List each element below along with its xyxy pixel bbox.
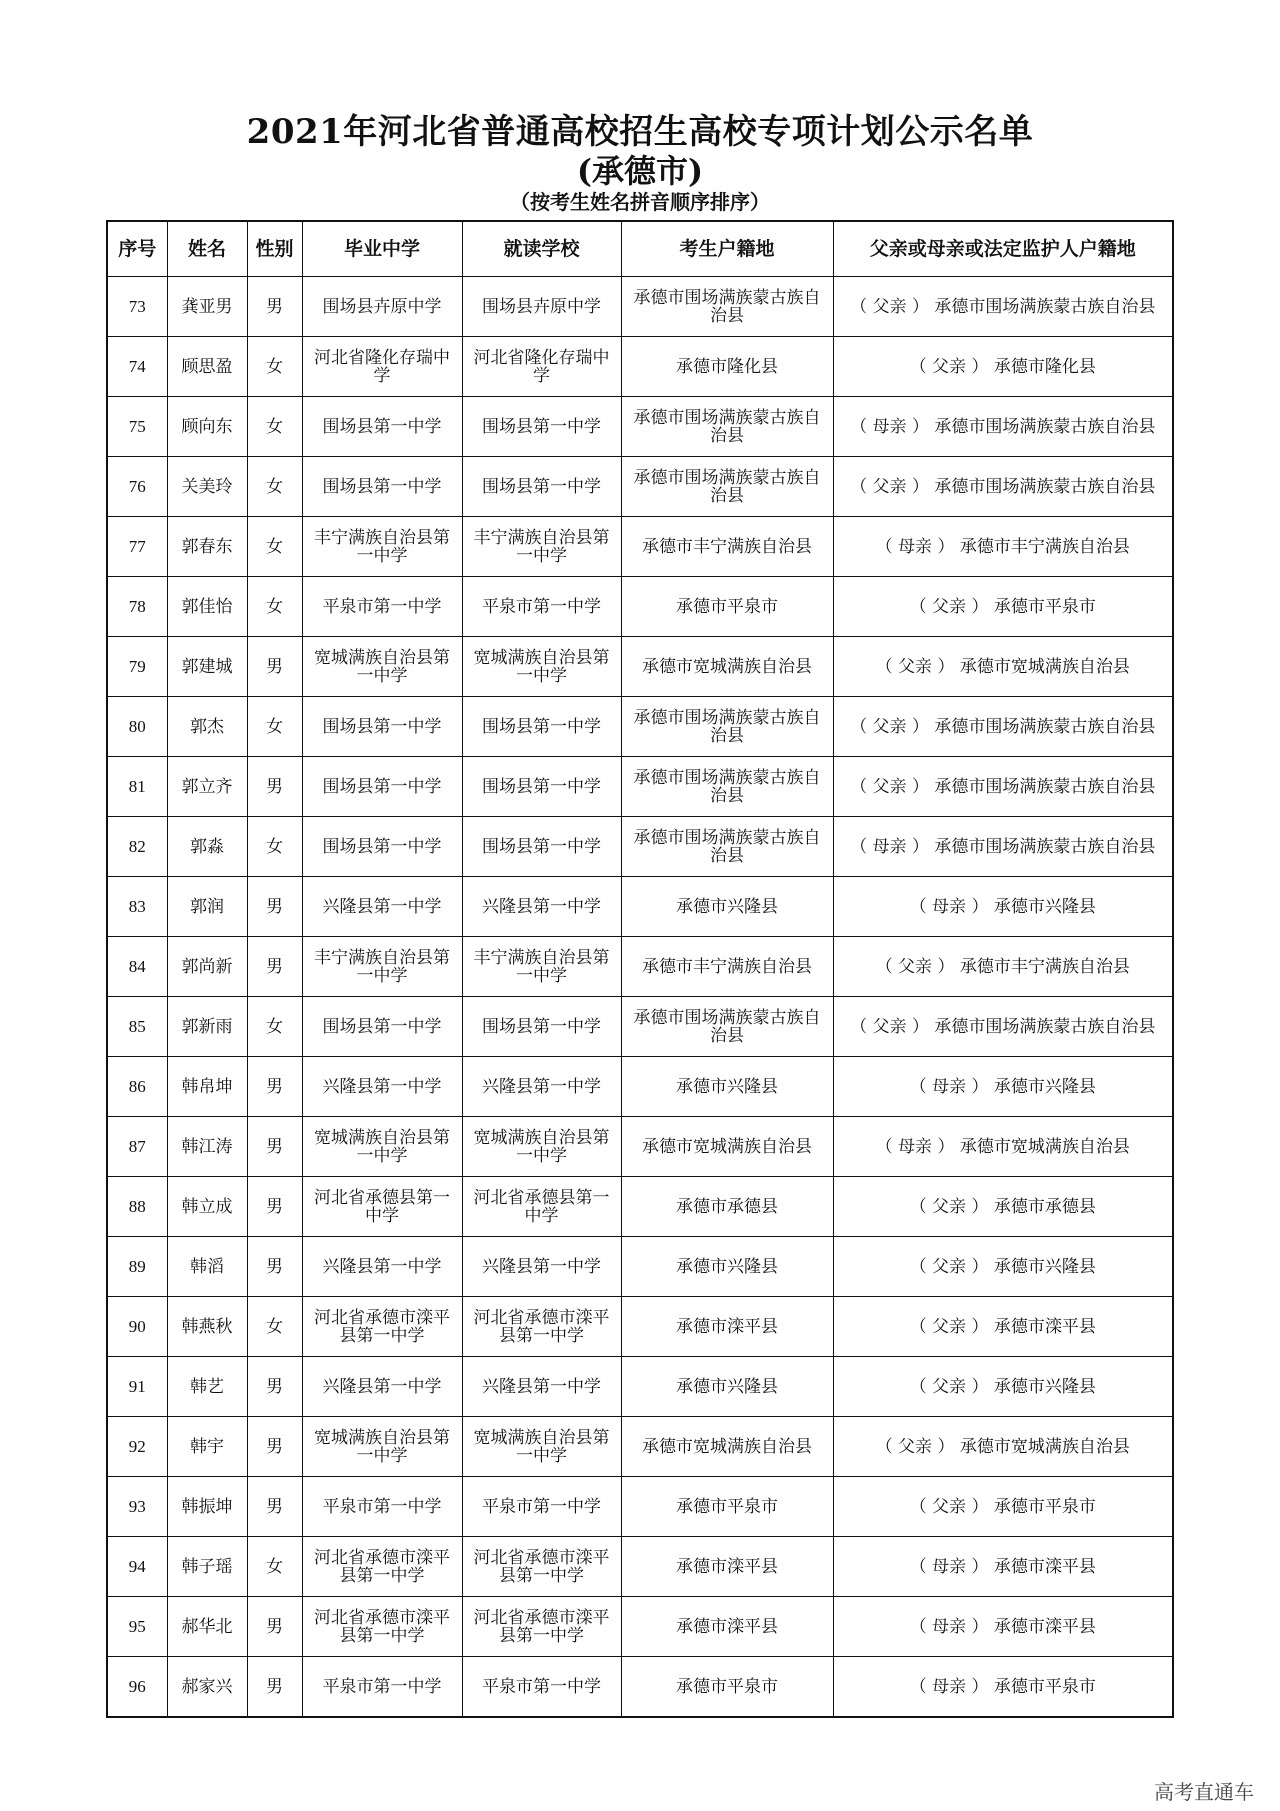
graduating-school-cell: 平泉市第一中学 bbox=[302, 577, 462, 637]
current-school-cell: 河北省承德市滦平县第一中学 bbox=[462, 1297, 621, 1357]
name-cell: 韩江涛 bbox=[167, 1117, 247, 1177]
graduating-school-cell: 围场县第一中学 bbox=[302, 397, 462, 457]
household-registration-cell: 承德市围场满族蒙古族自治县 bbox=[621, 997, 833, 1057]
page-title: 2021年河北省普通高校招生高校专项计划公示名单 bbox=[246, 112, 1034, 152]
gender-cell: 男 bbox=[247, 637, 302, 697]
gender-cell: 男 bbox=[247, 877, 302, 937]
name-cell: 郭新雨 bbox=[167, 997, 247, 1057]
serial-cell: 79 bbox=[107, 637, 167, 697]
current-school-cell: 兴隆县第一中学 bbox=[462, 1057, 621, 1117]
current-school-cell: 平泉市第一中学 bbox=[462, 1477, 621, 1537]
graduating-school-cell: 河北省承德市滦平县第一中学 bbox=[302, 1297, 462, 1357]
household-registration-cell: 承德市丰宁满族自治县 bbox=[621, 517, 833, 577]
guardian-registration-cell: （ 父亲 ） 承德市隆化县 bbox=[833, 337, 1173, 397]
gender-cell: 男 bbox=[247, 277, 302, 337]
guardian-registration-cell: （ 父亲 ） 承德市宽城满族自治县 bbox=[833, 637, 1173, 697]
graduating-school-cell: 围场县第一中学 bbox=[302, 817, 462, 877]
name-cell: 郭建城 bbox=[167, 637, 247, 697]
table-row bbox=[107, 397, 1173, 457]
name-cell: 韩振坤 bbox=[167, 1477, 247, 1537]
name-cell: 顾思盈 bbox=[167, 337, 247, 397]
serial-cell: 83 bbox=[107, 877, 167, 937]
serial-cell: 80 bbox=[107, 697, 167, 757]
table-row bbox=[107, 1057, 1173, 1117]
table-row bbox=[107, 1357, 1173, 1417]
household-registration-cell: 承德市承德县 bbox=[621, 1177, 833, 1237]
household-registration-cell: 承德市围场满族蒙古族自治县 bbox=[621, 397, 833, 457]
household-registration-cell: 承德市围场满族蒙古族自治县 bbox=[621, 277, 833, 337]
gender-cell: 女 bbox=[247, 1297, 302, 1357]
current-school-cell: 河北省承德县第一中学 bbox=[462, 1177, 621, 1237]
gender-cell: 女 bbox=[247, 817, 302, 877]
name-cell: 韩燕秋 bbox=[167, 1297, 247, 1357]
current-school-cell: 围场县第一中学 bbox=[462, 817, 621, 877]
col-header-serial: 序号 bbox=[107, 221, 167, 277]
guardian-registration-cell: （ 父亲 ） 承德市滦平县 bbox=[833, 1297, 1173, 1357]
table-row bbox=[107, 1297, 1173, 1357]
table-row bbox=[107, 637, 1173, 697]
name-cell: 郭杰 bbox=[167, 697, 247, 757]
gender-cell: 女 bbox=[247, 997, 302, 1057]
table-row bbox=[107, 277, 1173, 337]
table-row bbox=[107, 1597, 1173, 1657]
graduating-school-cell: 兴隆县第一中学 bbox=[302, 1057, 462, 1117]
gender-cell: 女 bbox=[247, 397, 302, 457]
serial-cell: 84 bbox=[107, 937, 167, 997]
guardian-registration-cell: （ 母亲 ） 承德市兴隆县 bbox=[833, 1057, 1173, 1117]
name-cell: 韩滔 bbox=[167, 1237, 247, 1297]
household-registration-cell: 承德市滦平县 bbox=[621, 1597, 833, 1657]
sort-note: （按考生姓名拼音顺序排序） bbox=[510, 190, 770, 214]
gender-cell: 男 bbox=[247, 1057, 302, 1117]
serial-cell: 91 bbox=[107, 1357, 167, 1417]
gender-cell: 男 bbox=[247, 1237, 302, 1297]
gender-cell: 男 bbox=[247, 1597, 302, 1657]
gender-cell: 男 bbox=[247, 1417, 302, 1477]
graduating-school-cell: 河北省承德市滦平县第一中学 bbox=[302, 1597, 462, 1657]
gender-cell: 女 bbox=[247, 1537, 302, 1597]
guardian-registration-cell: （ 父亲 ） 承德市宽城满族自治县 bbox=[833, 1417, 1173, 1477]
gender-cell: 男 bbox=[247, 937, 302, 997]
guardian-registration-cell: （ 父亲 ） 承德市兴隆县 bbox=[833, 1357, 1173, 1417]
table-row bbox=[107, 1417, 1173, 1477]
table-row bbox=[107, 877, 1173, 937]
current-school-cell: 兴隆县第一中学 bbox=[462, 877, 621, 937]
household-registration-cell: 承德市宽城满族自治县 bbox=[621, 1417, 833, 1477]
household-registration-cell: 承德市平泉市 bbox=[621, 577, 833, 637]
household-registration-cell: 承德市宽城满族自治县 bbox=[621, 637, 833, 697]
current-school-cell: 宽城满族自治县第一中学 bbox=[462, 637, 621, 697]
serial-cell: 81 bbox=[107, 757, 167, 817]
serial-cell: 92 bbox=[107, 1417, 167, 1477]
current-school-cell: 兴隆县第一中学 bbox=[462, 1237, 621, 1297]
current-school-cell: 丰宁满族自治县第一中学 bbox=[462, 517, 621, 577]
graduating-school-cell: 河北省隆化存瑞中学 bbox=[302, 337, 462, 397]
gender-cell: 男 bbox=[247, 1657, 302, 1718]
name-cell: 郭立齐 bbox=[167, 757, 247, 817]
graduating-school-cell: 宽城满族自治县第一中学 bbox=[302, 1417, 462, 1477]
table-row bbox=[107, 757, 1173, 817]
table-row bbox=[107, 1177, 1173, 1237]
table-row bbox=[107, 1657, 1173, 1718]
guardian-registration-cell: （ 父亲 ） 承德市围场满族蒙古族自治县 bbox=[833, 457, 1173, 517]
col-header-guardian-registration: 父亲或母亲或法定监护人户籍地 bbox=[833, 221, 1173, 277]
household-registration-cell: 承德市围场满族蒙古族自治县 bbox=[621, 457, 833, 517]
name-cell: 韩宇 bbox=[167, 1417, 247, 1477]
table-row bbox=[107, 577, 1173, 637]
current-school-cell: 围场县第一中学 bbox=[462, 397, 621, 457]
household-registration-cell: 承德市围场满族蒙古族自治县 bbox=[621, 697, 833, 757]
graduating-school-cell: 丰宁满族自治县第一中学 bbox=[302, 937, 462, 997]
guardian-registration-cell: （ 母亲 ） 承德市平泉市 bbox=[833, 1657, 1173, 1718]
current-school-cell: 围场县第一中学 bbox=[462, 457, 621, 517]
current-school-cell: 围场县第一中学 bbox=[462, 997, 621, 1057]
household-registration-cell: 承德市兴隆县 bbox=[621, 877, 833, 937]
table-row bbox=[107, 1477, 1173, 1537]
serial-cell: 76 bbox=[107, 457, 167, 517]
current-school-cell: 兴隆县第一中学 bbox=[462, 1357, 621, 1417]
name-cell: 韩立成 bbox=[167, 1177, 247, 1237]
name-cell: 韩艺 bbox=[167, 1357, 247, 1417]
household-registration-cell: 承德市平泉市 bbox=[621, 1477, 833, 1537]
household-registration-cell: 承德市围场满族蒙古族自治县 bbox=[621, 757, 833, 817]
guardian-registration-cell: （ 父亲 ） 承德市围场满族蒙古族自治县 bbox=[833, 277, 1173, 337]
graduating-school-cell: 兴隆县第一中学 bbox=[302, 1237, 462, 1297]
graduating-school-cell: 围场县第一中学 bbox=[302, 757, 462, 817]
guardian-registration-cell: （ 母亲 ） 承德市围场满族蒙古族自治县 bbox=[833, 397, 1173, 457]
current-school-cell: 围场县第一中学 bbox=[462, 697, 621, 757]
watermark: 高考直通车 bbox=[1154, 1780, 1254, 1804]
graduating-school-cell: 兴隆县第一中学 bbox=[302, 1357, 462, 1417]
guardian-registration-cell: （ 母亲 ） 承德市宽城满族自治县 bbox=[833, 1117, 1173, 1177]
name-cell: 龚亚男 bbox=[167, 277, 247, 337]
household-registration-cell: 承德市平泉市 bbox=[621, 1657, 833, 1718]
gender-cell: 女 bbox=[247, 457, 302, 517]
serial-cell: 88 bbox=[107, 1177, 167, 1237]
household-registration-cell: 承德市兴隆县 bbox=[621, 1057, 833, 1117]
household-registration-cell: 承德市隆化县 bbox=[621, 337, 833, 397]
table-header-row bbox=[107, 221, 1173, 277]
table-row bbox=[107, 1537, 1173, 1597]
current-school-cell: 平泉市第一中学 bbox=[462, 1657, 621, 1718]
guardian-registration-cell: （ 父亲 ） 承德市围场满族蒙古族自治县 bbox=[833, 997, 1173, 1057]
graduating-school-cell: 围场县第一中学 bbox=[302, 997, 462, 1057]
serial-cell: 93 bbox=[107, 1477, 167, 1537]
household-registration-cell: 承德市宽城满族自治县 bbox=[621, 1117, 833, 1177]
table-row bbox=[107, 457, 1173, 517]
guardian-registration-cell: （ 父亲 ） 承德市承德县 bbox=[833, 1177, 1173, 1237]
serial-cell: 96 bbox=[107, 1657, 167, 1718]
graduating-school-cell: 围场县第一中学 bbox=[302, 457, 462, 517]
guardian-registration-cell: （ 母亲 ） 承德市滦平县 bbox=[833, 1597, 1173, 1657]
graduating-school-cell: 围场县第一中学 bbox=[302, 697, 462, 757]
serial-cell: 73 bbox=[107, 277, 167, 337]
table-row bbox=[107, 517, 1173, 577]
graduating-school-cell: 宽城满族自治县第一中学 bbox=[302, 637, 462, 697]
table-row bbox=[107, 697, 1173, 757]
guardian-registration-cell: （ 母亲 ） 承德市丰宁满族自治县 bbox=[833, 517, 1173, 577]
serial-cell: 75 bbox=[107, 397, 167, 457]
table-row bbox=[107, 337, 1173, 397]
graduating-school-cell: 平泉市第一中学 bbox=[302, 1477, 462, 1537]
name-cell: 郭佳怡 bbox=[167, 577, 247, 637]
table-body bbox=[107, 277, 1173, 1718]
col-header-household-registration: 考生户籍地 bbox=[621, 221, 833, 277]
table-row bbox=[107, 817, 1173, 877]
gender-cell: 男 bbox=[247, 1117, 302, 1177]
serial-cell: 85 bbox=[107, 997, 167, 1057]
current-school-cell: 宽城满族自治县第一中学 bbox=[462, 1117, 621, 1177]
gender-cell: 男 bbox=[247, 1477, 302, 1537]
household-registration-cell: 承德市兴隆县 bbox=[621, 1237, 833, 1297]
household-registration-cell: 承德市滦平县 bbox=[621, 1297, 833, 1357]
gender-cell: 男 bbox=[247, 1357, 302, 1417]
serial-cell: 86 bbox=[107, 1057, 167, 1117]
name-cell: 郝华北 bbox=[167, 1597, 247, 1657]
graduating-school-cell: 河北省承德市滦平县第一中学 bbox=[302, 1537, 462, 1597]
name-cell: 郝家兴 bbox=[167, 1657, 247, 1718]
serial-cell: 89 bbox=[107, 1237, 167, 1297]
graduating-school-cell: 河北省承德县第一中学 bbox=[302, 1177, 462, 1237]
serial-cell: 95 bbox=[107, 1597, 167, 1657]
serial-cell: 77 bbox=[107, 517, 167, 577]
current-school-cell: 宽城满族自治县第一中学 bbox=[462, 1417, 621, 1477]
table-row bbox=[107, 997, 1173, 1057]
current-school-cell: 河北省隆化存瑞中学 bbox=[462, 337, 621, 397]
name-cell: 韩帛坤 bbox=[167, 1057, 247, 1117]
household-registration-cell: 承德市丰宁满族自治县 bbox=[621, 937, 833, 997]
guardian-registration-cell: （ 母亲 ） 承德市滦平县 bbox=[833, 1537, 1173, 1597]
name-cell: 郭尚新 bbox=[167, 937, 247, 997]
current-school-cell: 河北省承德市滦平县第一中学 bbox=[462, 1597, 621, 1657]
guardian-registration-cell: （ 父亲 ） 承德市丰宁满族自治县 bbox=[833, 937, 1173, 997]
col-header-current-school: 就读学校 bbox=[462, 221, 621, 277]
gender-cell: 女 bbox=[247, 577, 302, 637]
guardian-registration-cell: （ 父亲 ） 承德市平泉市 bbox=[833, 1477, 1173, 1537]
current-school-cell: 丰宁满族自治县第一中学 bbox=[462, 937, 621, 997]
graduating-school-cell: 平泉市第一中学 bbox=[302, 1657, 462, 1718]
name-cell: 郭润 bbox=[167, 877, 247, 937]
serial-cell: 94 bbox=[107, 1537, 167, 1597]
gender-cell: 女 bbox=[247, 517, 302, 577]
current-school-cell: 围场县卉原中学 bbox=[462, 277, 621, 337]
household-registration-cell: 承德市围场满族蒙古族自治县 bbox=[621, 817, 833, 877]
name-cell: 郭春东 bbox=[167, 517, 247, 577]
serial-cell: 78 bbox=[107, 577, 167, 637]
current-school-cell: 河北省承德市滦平县第一中学 bbox=[462, 1537, 621, 1597]
gender-cell: 男 bbox=[247, 1177, 302, 1237]
graduating-school-cell: 宽城满族自治县第一中学 bbox=[302, 1117, 462, 1177]
roster-table bbox=[106, 220, 1174, 1718]
household-registration-cell: 承德市兴隆县 bbox=[621, 1357, 833, 1417]
page-subtitle: (承德市) bbox=[576, 152, 704, 190]
name-cell: 关美玲 bbox=[167, 457, 247, 517]
guardian-registration-cell: （ 母亲 ） 承德市兴隆县 bbox=[833, 877, 1173, 937]
name-cell: 韩子瑶 bbox=[167, 1537, 247, 1597]
guardian-registration-cell: （ 父亲 ） 承德市围场满族蒙古族自治县 bbox=[833, 757, 1173, 817]
current-school-cell: 围场县第一中学 bbox=[462, 757, 621, 817]
gender-cell: 女 bbox=[247, 697, 302, 757]
table-row bbox=[107, 1237, 1173, 1297]
graduating-school-cell: 兴隆县第一中学 bbox=[302, 877, 462, 937]
guardian-registration-cell: （ 母亲 ） 承德市围场满族蒙古族自治县 bbox=[833, 817, 1173, 877]
household-registration-cell: 承德市滦平县 bbox=[621, 1537, 833, 1597]
table-row bbox=[107, 937, 1173, 997]
name-cell: 顾向东 bbox=[167, 397, 247, 457]
col-header-gender: 性别 bbox=[247, 221, 302, 277]
serial-cell: 90 bbox=[107, 1297, 167, 1357]
graduating-school-cell: 围场县卉原中学 bbox=[302, 277, 462, 337]
guardian-registration-cell: （ 父亲 ） 承德市围场满族蒙古族自治县 bbox=[833, 697, 1173, 757]
col-header-name: 姓名 bbox=[167, 221, 247, 277]
table-row bbox=[107, 1117, 1173, 1177]
col-header-graduating-school: 毕业中学 bbox=[302, 221, 462, 277]
gender-cell: 男 bbox=[247, 757, 302, 817]
name-cell: 郭淼 bbox=[167, 817, 247, 877]
graduating-school-cell: 丰宁满族自治县第一中学 bbox=[302, 517, 462, 577]
guardian-registration-cell: （ 父亲 ） 承德市兴隆县 bbox=[833, 1237, 1173, 1297]
serial-cell: 87 bbox=[107, 1117, 167, 1177]
gender-cell: 女 bbox=[247, 337, 302, 397]
guardian-registration-cell: （ 父亲 ） 承德市平泉市 bbox=[833, 577, 1173, 637]
current-school-cell: 平泉市第一中学 bbox=[462, 577, 621, 637]
serial-cell: 74 bbox=[107, 337, 167, 397]
serial-cell: 82 bbox=[107, 817, 167, 877]
